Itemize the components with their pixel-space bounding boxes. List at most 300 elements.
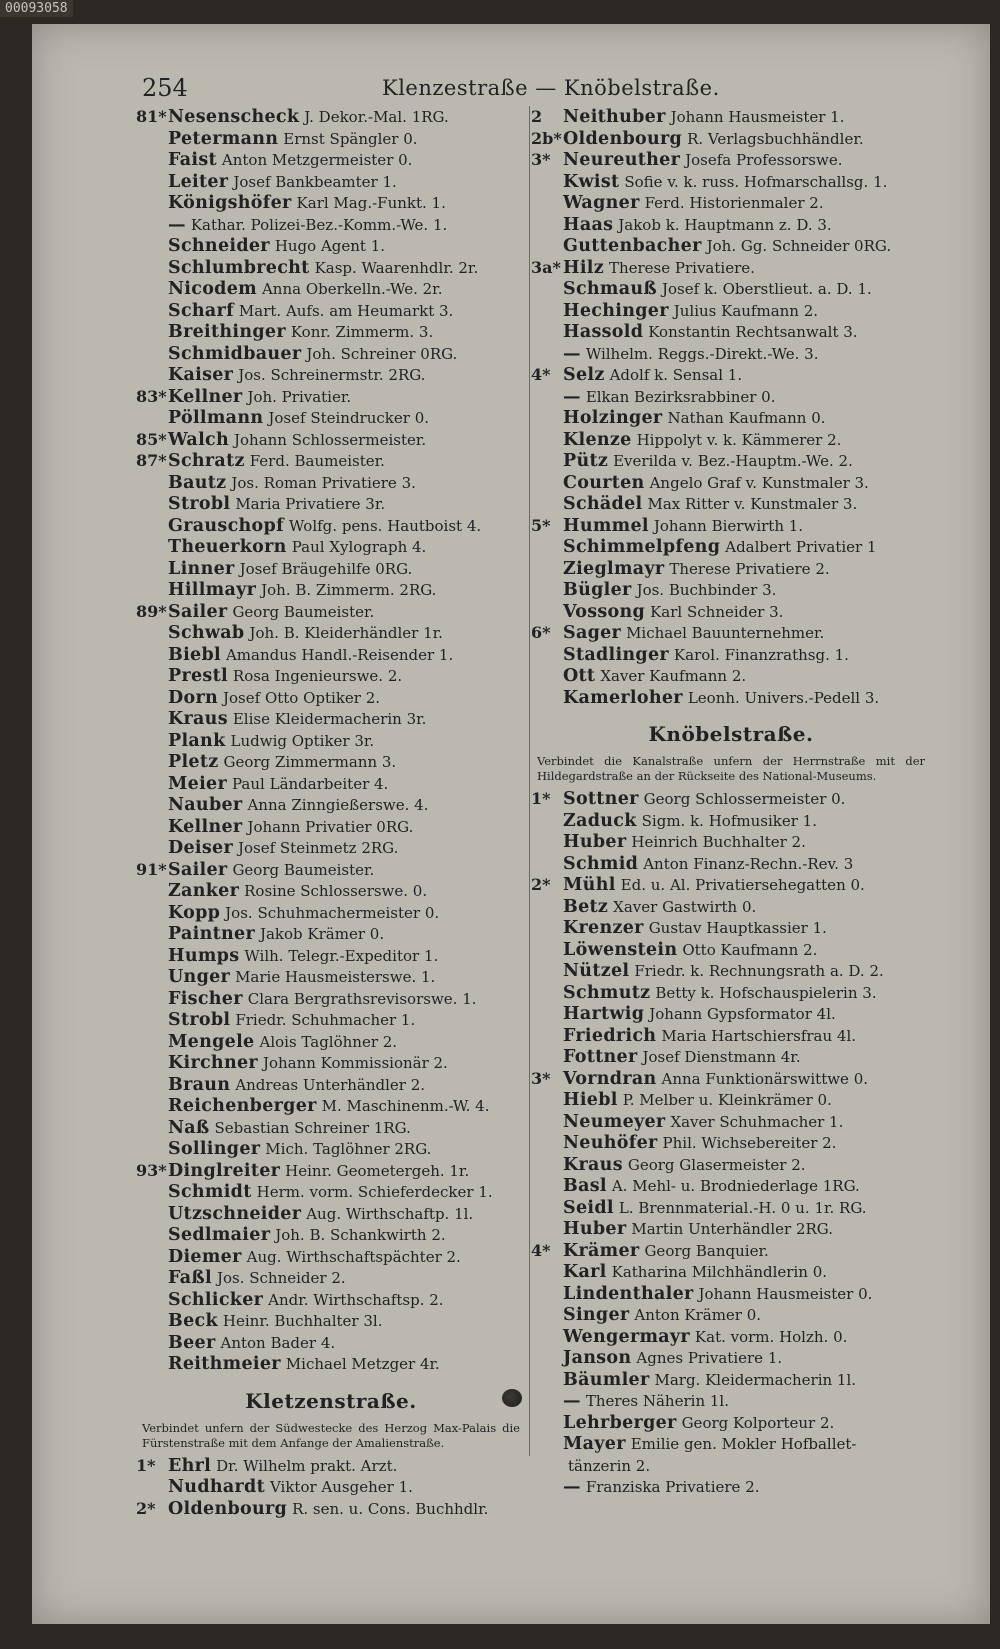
resident-surname: Wagner xyxy=(563,193,640,213)
directory-entry xyxy=(531,982,931,1004)
house-number: 2 xyxy=(531,107,543,126)
resident-detail: Johann Privatier 0RG. xyxy=(247,817,414,836)
directory-entry xyxy=(136,321,526,343)
directory-entry xyxy=(136,257,526,279)
resident-surname: Selz xyxy=(563,365,605,385)
directory-entry xyxy=(531,1433,931,1455)
directory-entry xyxy=(136,192,526,214)
street-description: Verbindet unfern der Südwestecke des Herzog Max-Palais die Fürstenstraße mit dem Anfange der Amalienstraße. xyxy=(142,1420,520,1450)
resident-detail: Mich. Taglöhner 2RG. xyxy=(265,1140,432,1158)
directory-entry xyxy=(136,558,526,580)
resident-detail: Xaver Kaufmann 2. xyxy=(600,667,747,685)
directory-entry xyxy=(136,1310,526,1332)
resident-surname: Oldenbourg xyxy=(168,1498,288,1519)
resident-surname: Courten xyxy=(563,472,645,493)
resident-surname: Holzinger xyxy=(563,408,663,428)
directory-entry xyxy=(531,1111,931,1133)
directory-entry xyxy=(136,1267,526,1289)
resident-surname: Faist xyxy=(168,150,217,170)
resident-surname: Janson xyxy=(563,1348,632,1368)
resident-detail: Wolfg. pens. Hautboist 4. xyxy=(288,516,482,535)
directory-entry xyxy=(136,515,526,537)
directory-entry xyxy=(531,257,931,279)
resident-surname: Klenze xyxy=(563,429,632,450)
resident-surname: — xyxy=(563,1391,581,1411)
street-heading: Kletzenstraße. xyxy=(245,1388,417,1413)
directory-entry xyxy=(136,1476,526,1498)
resident-detail: Jakob k. Hauptmann z. D. 3. xyxy=(618,215,832,234)
resident-surname: Betz xyxy=(563,896,609,917)
directory-entry xyxy=(136,622,526,644)
resident-surname: Bäumler xyxy=(563,1369,650,1390)
resident-detail: Sofie v. k. russ. Hofmarschallsg. 1. xyxy=(624,172,888,191)
directory-entry xyxy=(531,536,931,558)
directory-entry xyxy=(531,214,931,236)
resident-surname: Schmutz xyxy=(563,982,651,1003)
resident-detail: Kat. vorm. Holzh. 0. xyxy=(694,1327,848,1346)
resident-surname: Kraus xyxy=(168,709,228,729)
directory-entry xyxy=(531,1046,931,1068)
resident-detail: Mart. Aufs. am Heumarkt 3. xyxy=(238,301,454,320)
resident-surname: Deiser xyxy=(168,838,233,858)
directory-entry xyxy=(531,960,931,982)
resident-detail: Clara Bergrathsrevisorswe. 1. xyxy=(247,989,477,1008)
directory-entry xyxy=(136,300,526,322)
resident-surname: Guttenbacher xyxy=(563,236,702,256)
resident-surname: Schimmelpfeng xyxy=(563,537,721,557)
resident-surname: Wengermayr xyxy=(563,1326,690,1347)
resident-detail: Kathar. Polizei-Bez.-Komm.-We. 1. xyxy=(190,215,448,234)
directory-entry xyxy=(531,1154,931,1176)
house-number: 4* xyxy=(531,1240,551,1260)
resident-surname: Kellner xyxy=(168,386,243,407)
resident-detail: Katharina Milchhändlerin 0. xyxy=(611,1263,828,1281)
resident-detail: Ernst Spängler 0. xyxy=(283,129,418,148)
house-number: 3a* xyxy=(531,257,561,277)
directory-entry xyxy=(531,364,931,386)
directory-entry xyxy=(136,773,526,795)
directory-entry xyxy=(136,343,526,365)
directory-entry xyxy=(531,896,931,918)
directory-entry xyxy=(136,386,526,408)
resident-detail: Max Ritter v. Kunstmaler 3. xyxy=(647,495,858,513)
resident-surname: Neureuther xyxy=(563,150,681,170)
resident-surname: Faßl xyxy=(168,1268,212,1288)
directory-entry xyxy=(136,579,526,601)
directory-entry xyxy=(531,429,931,451)
resident-detail: Jos. Schuhmachermeister 0. xyxy=(225,903,440,922)
resident-detail: Jos. Schneider 2. xyxy=(216,1269,346,1287)
resident-detail: Gustav Hauptkassier 1. xyxy=(648,919,827,937)
house-number: 85* xyxy=(136,429,167,449)
resident-detail: Joh. B. Schankwirth 2. xyxy=(275,1226,446,1244)
directory-entry xyxy=(136,1074,526,1096)
directory-entry xyxy=(531,106,931,128)
resident-surname: Bügler xyxy=(563,580,632,600)
resident-detail: Otto Kaufmann 2. xyxy=(682,940,818,959)
directory-entry xyxy=(136,1224,526,1246)
directory-entry xyxy=(531,192,931,214)
directory-entry xyxy=(136,1332,526,1354)
resident-detail: Ferd. Historienmaler 2. xyxy=(644,194,824,212)
resident-surname: Linner xyxy=(168,558,235,579)
resident-detail: Karl Schneider 3. xyxy=(650,602,784,621)
resident-surname: Kwist xyxy=(563,171,620,192)
scan-id: 00093058 xyxy=(0,0,73,17)
resident-surname: Dinglreiter xyxy=(168,1160,281,1181)
resident-detail: Heinr. Geometergeh. 1r. xyxy=(285,1161,470,1180)
resident-detail: Anna Zinngießerswe. 4. xyxy=(247,796,429,814)
resident-surname: Ehrl xyxy=(168,1455,212,1476)
directory-entry xyxy=(531,1218,931,1240)
directory-entry xyxy=(531,472,931,494)
header-title: Klenzestraße — Knöbelstraße. xyxy=(382,76,720,100)
directory-entry xyxy=(531,788,931,810)
running-head xyxy=(142,74,912,106)
resident-detail: Ferd. Baumeister. xyxy=(249,452,385,470)
resident-detail: Anna Oberkelln.-We. 2r. xyxy=(261,280,443,298)
resident-surname: Hassold xyxy=(563,322,644,342)
directory-entry xyxy=(531,343,931,365)
resident-surname: Schratz xyxy=(168,451,245,471)
resident-surname: Schmidt xyxy=(168,1182,252,1202)
resident-detail: Anton Bader 4. xyxy=(220,1333,336,1352)
resident-detail: Rosa Ingenieurswe. 2. xyxy=(232,667,403,685)
directory-entry xyxy=(136,214,526,236)
resident-surname: Theuerkorn xyxy=(168,537,287,557)
directory-entry xyxy=(136,106,526,128)
resident-detail: Theres Näherin 1l. xyxy=(585,1392,729,1410)
resident-detail: Jakob Krämer 0. xyxy=(259,925,385,943)
directory-entry xyxy=(531,407,931,429)
resident-detail: Sebastian Schreiner 1RG. xyxy=(214,1118,411,1137)
resident-detail: Ludwig Optiker 3r. xyxy=(230,731,375,750)
resident-detail: Joh. Schreiner 0RG. xyxy=(306,344,458,363)
resident-detail: Hugo Agent 1. xyxy=(274,237,386,255)
street-heading: Knöbelstraße. xyxy=(648,722,814,746)
resident-surname: Diemer xyxy=(168,1246,242,1267)
resident-detail: Johann Gypsformator 4l. xyxy=(649,1005,836,1023)
column-divider xyxy=(529,106,530,1456)
house-number: 3* xyxy=(531,150,551,169)
house-number: 2* xyxy=(136,1498,156,1518)
resident-surname: Löwenstein xyxy=(563,939,678,960)
resident-detail: Elise Kleidermacherin 3r. xyxy=(232,710,427,728)
directory-entry xyxy=(531,1175,931,1197)
resident-surname: Singer xyxy=(563,1305,630,1325)
resident-detail: Maria Hartschiersfrau 4l. xyxy=(661,1026,857,1045)
resident-surname: Plank xyxy=(168,730,226,751)
ink-blot-icon xyxy=(502,1389,522,1407)
directory-entry xyxy=(531,558,931,580)
resident-surname: Dorn xyxy=(168,687,218,708)
resident-surname: Seidl xyxy=(563,1197,614,1218)
resident-surname: Sailer xyxy=(168,601,228,622)
resident-surname: Strobl xyxy=(168,494,231,514)
directory-entry xyxy=(531,278,931,300)
directory-entry xyxy=(136,1289,526,1311)
directory-entry xyxy=(136,601,526,623)
directory-entry xyxy=(531,1412,931,1434)
resident-surname: Nützel xyxy=(563,961,630,981)
resident-surname: Lehrberger xyxy=(563,1412,677,1433)
directory-entry xyxy=(136,687,526,709)
directory-entry xyxy=(531,1455,931,1477)
resident-surname: Sollinger xyxy=(168,1139,261,1159)
directory-entry xyxy=(531,622,931,644)
resident-surname: Lindenthaler xyxy=(563,1283,694,1304)
resident-detail: Xaver Schuhmacher 1. xyxy=(670,1112,844,1131)
resident-surname: Prestl xyxy=(168,666,228,686)
resident-detail: Andr. Wirthschaftsp. 2. xyxy=(268,1290,444,1309)
resident-surname: Hiebl xyxy=(563,1090,618,1110)
directory-entry xyxy=(531,831,931,853)
resident-detail: Marie Hausmeisterswe. 1. xyxy=(235,968,436,986)
resident-detail: Josef k. Oberstlieut. a. D. 1. xyxy=(662,280,872,298)
directory-entry xyxy=(136,1181,526,1203)
directory-entry xyxy=(531,1132,931,1154)
resident-detail: R. sen. u. Cons. Buchhdlr. xyxy=(292,1499,489,1518)
resident-surname: — xyxy=(563,1477,581,1497)
resident-detail: Rosine Schlosserswe. 0. xyxy=(244,882,428,900)
resident-detail: Friedr. Schuhmacher 1. xyxy=(235,1011,416,1029)
resident-surname: Mayer xyxy=(563,1434,626,1454)
resident-surname: Huber xyxy=(563,1219,627,1239)
resident-surname: Strobl xyxy=(168,1010,231,1030)
directory-entry xyxy=(531,1003,931,1025)
resident-surname: Krenzer xyxy=(563,918,644,938)
house-number: 93* xyxy=(136,1160,167,1180)
resident-surname: Hummel xyxy=(563,515,649,536)
resident-detail: Dr. Wilhelm prakt. Arzt. xyxy=(216,1456,398,1475)
directory-entry xyxy=(531,128,931,150)
resident-detail: Josef Steinmetz 2RG. xyxy=(237,839,399,857)
resident-surname: Paintner xyxy=(168,924,255,944)
resident-detail: Johann Hausmeister 1. xyxy=(670,108,845,126)
resident-surname: Zaduck xyxy=(563,810,637,831)
resident-surname: Petermann xyxy=(168,128,279,149)
resident-surname: Kamerloher xyxy=(563,687,683,708)
resident-surname: Hillmayr xyxy=(168,580,257,600)
resident-surname: Fischer xyxy=(168,988,243,1009)
resident-detail: Paul Ländarbeiter 4. xyxy=(232,774,389,793)
directory-entry xyxy=(531,300,931,322)
resident-surname: Neuhöfer xyxy=(563,1133,658,1153)
resident-detail: M. Maschinenm.-W. 4. xyxy=(321,1097,490,1115)
house-number: 1* xyxy=(531,789,551,808)
directory-entry xyxy=(136,751,526,773)
resident-detail: Anton Metzgermeister 0. xyxy=(221,151,413,169)
resident-detail: Viktor Ausgeher 1. xyxy=(269,1478,413,1496)
resident-surname: Fottner xyxy=(563,1047,638,1067)
resident-surname: Braun xyxy=(168,1074,231,1095)
resident-detail: P. Melber u. Kleinkrämer 0. xyxy=(622,1091,832,1109)
house-number: 89* xyxy=(136,601,167,621)
resident-detail: Joh. B. Kleiderhändler 1r. xyxy=(249,624,443,642)
resident-detail: Konstantin Rechtsanwalt 3. xyxy=(648,323,858,341)
directory-entry xyxy=(531,1390,931,1412)
resident-detail: Johann Schlossermeister. xyxy=(234,430,427,449)
resident-detail: Franziska Privatiere 2. xyxy=(585,1478,760,1496)
resident-detail: Georg Baumeister. xyxy=(232,602,375,621)
resident-detail: Agnes Privatiere 1. xyxy=(636,1349,783,1367)
resident-surname: Sottner xyxy=(563,789,639,809)
resident-surname: Hechinger xyxy=(563,300,669,321)
resident-detail: Josef Dienstmann 4r. xyxy=(642,1048,801,1066)
street-description: Verbindet die Kanalstraße unfern der Herrnstraße mit der Hildegardstraße an der Rückseite des National-Museums. xyxy=(537,754,925,783)
resident-surname: Beck xyxy=(168,1311,218,1331)
house-number: 2* xyxy=(531,875,551,894)
house-number: 3* xyxy=(531,1068,551,1088)
resident-surname: Schlumbrecht xyxy=(168,257,310,278)
directory-entry xyxy=(531,1068,931,1090)
resident-detail: Konr. Zimmerm. 3. xyxy=(290,323,434,341)
resident-detail: Angelo Graf v. Kunstmaler 3. xyxy=(649,473,869,492)
resident-detail: Aug. Wirthschaftspächter 2. xyxy=(246,1247,461,1266)
resident-surname: Pöllmann xyxy=(168,408,264,428)
resident-detail: Marg. Kleidermacherin 1l. xyxy=(654,1370,857,1389)
directory-entry xyxy=(136,1095,526,1117)
directory-entry xyxy=(136,1498,526,1520)
resident-surname: Kirchner xyxy=(168,1053,258,1073)
resident-detail: A. Mehl- u. Brodniederlage 1RG. xyxy=(611,1177,860,1195)
directory-entry xyxy=(531,235,931,257)
resident-surname: Kaiser xyxy=(168,365,234,385)
resident-detail: Georg Banquier. xyxy=(644,1241,769,1260)
directory-entry xyxy=(531,1283,931,1305)
directory-entry xyxy=(136,665,526,687)
resident-detail: Amandus Handl.-Reisender 1. xyxy=(225,645,454,664)
resident-detail: Johann Hausmeister 0. xyxy=(698,1284,873,1303)
directory-entry xyxy=(531,579,931,601)
resident-detail: Therese Privatiere. xyxy=(608,258,755,277)
directory-entry xyxy=(136,450,526,472)
resident-surname: Zanker xyxy=(168,881,240,901)
resident-surname: Biebl xyxy=(168,644,221,665)
directory-entry xyxy=(136,859,526,881)
resident-detail: Julius Kaufmann 2. xyxy=(673,301,819,320)
resident-surname: Reichenberger xyxy=(168,1096,317,1116)
directory-entry xyxy=(136,429,526,451)
resident-surname: Kraus xyxy=(563,1154,623,1175)
directory-entry xyxy=(531,1240,931,1262)
directory-entry xyxy=(531,874,931,896)
directory-entry xyxy=(531,1347,931,1369)
resident-surname: Bautz xyxy=(168,472,227,493)
resident-detail: Josef Steindrucker 0. xyxy=(268,409,430,427)
resident-surname: — xyxy=(563,386,581,407)
resident-detail: Josef Bräugehilfe 0RG. xyxy=(239,559,413,578)
directory-entry xyxy=(136,644,526,666)
directory-entry xyxy=(136,171,526,193)
resident-detail: Josef Bankbeamter 1. xyxy=(233,172,397,191)
directory-entry xyxy=(136,923,526,945)
directory-entry xyxy=(136,1455,526,1477)
resident-surname: Pütz xyxy=(563,451,609,471)
directory-entry xyxy=(136,730,526,752)
directory-entry xyxy=(531,321,931,343)
directory-entry xyxy=(531,1089,931,1111)
resident-surname: Ott xyxy=(563,666,596,686)
directory-entry xyxy=(136,837,526,859)
resident-detail: tänzerin 2. xyxy=(568,1456,651,1475)
directory-entry xyxy=(531,665,931,687)
resident-detail: Everilda v. Bez.-Hauptm.-We. 2. xyxy=(613,452,853,470)
resident-detail: Joh. Privatier. xyxy=(247,387,352,406)
resident-detail: Anton Finanz-Rechn.-Rev. 3 xyxy=(643,854,854,873)
resident-detail: R. Verlagsbuchhändler. xyxy=(687,129,864,148)
resident-surname: Mengele xyxy=(168,1031,255,1052)
house-number: 87* xyxy=(136,451,167,470)
resident-surname: Reithmeier xyxy=(168,1354,281,1374)
resident-detail: Aug. Wirthschaftp. 1l. xyxy=(306,1204,474,1223)
directory-entry xyxy=(531,171,931,193)
resident-surname: Meier xyxy=(168,773,228,794)
resident-surname: Schlicker xyxy=(168,1289,264,1310)
resident-surname: Scharf xyxy=(168,300,234,321)
resident-surname: Oldenbourg xyxy=(563,128,683,149)
resident-detail: Anna Funktionärswittwe 0. xyxy=(661,1069,869,1088)
directory-entry xyxy=(136,364,526,386)
resident-detail: Adolf k. Sensal 1. xyxy=(609,366,743,384)
directory-entry xyxy=(136,472,526,494)
resident-detail: Michael Bauunternehmer. xyxy=(626,624,825,642)
resident-surname: Sailer xyxy=(168,859,228,880)
directory-entry xyxy=(531,450,931,472)
resident-detail: Therese Privatiere 2. xyxy=(669,559,830,578)
house-number: 81* xyxy=(136,107,167,126)
resident-surname: Hilz xyxy=(563,257,604,278)
page-number: 254 xyxy=(142,74,188,102)
resident-surname: Zieglmayr xyxy=(563,558,665,579)
resident-detail: Johann Kommissionär 2. xyxy=(262,1054,448,1072)
directory-entry xyxy=(136,1009,526,1031)
resident-surname: Vorndran xyxy=(563,1068,657,1089)
directory-entry xyxy=(531,1326,931,1348)
resident-surname: Grauschopf xyxy=(168,515,284,536)
resident-surname: Sager xyxy=(563,623,622,643)
resident-detail: Jos. Roman Privatiere 3. xyxy=(231,473,416,492)
resident-detail: Herm. vorm. Schieferdecker 1. xyxy=(256,1183,493,1201)
resident-detail: Georg Baumeister. xyxy=(232,860,375,879)
directory-entry xyxy=(136,1203,526,1225)
directory-entry xyxy=(136,902,526,924)
resident-surname: Nauber xyxy=(168,795,243,815)
resident-detail: Kasp. Waarenhdlr. 2r. xyxy=(314,258,479,277)
directory-page xyxy=(32,24,990,1624)
resident-surname: Nesenscheck xyxy=(168,107,300,127)
directory-entry xyxy=(136,149,526,171)
house-number: 91* xyxy=(136,859,167,879)
directory-entry xyxy=(531,939,931,961)
resident-surname: Unger xyxy=(168,967,231,987)
resident-detail: Paul Xylograph 4. xyxy=(291,538,427,556)
resident-detail: Jos. Schreinermstr. 2RG. xyxy=(238,366,426,384)
resident-surname: Krämer xyxy=(563,1240,640,1261)
directory-entry xyxy=(531,644,931,666)
directory-entry xyxy=(136,1138,526,1160)
resident-detail: Anton Krämer 0. xyxy=(634,1306,762,1324)
directory-entry xyxy=(531,853,931,875)
house-number: 4* xyxy=(531,365,551,384)
directory-entry xyxy=(136,1246,526,1268)
directory-entry xyxy=(531,1261,931,1283)
resident-detail: Xaver Gastwirth 0. xyxy=(613,897,757,916)
directory-entry xyxy=(136,407,526,429)
resident-surname: Beer xyxy=(168,1332,216,1353)
directory-entry xyxy=(136,816,526,838)
resident-detail: Elkan Bezirksrabbiner 0. xyxy=(585,387,776,406)
